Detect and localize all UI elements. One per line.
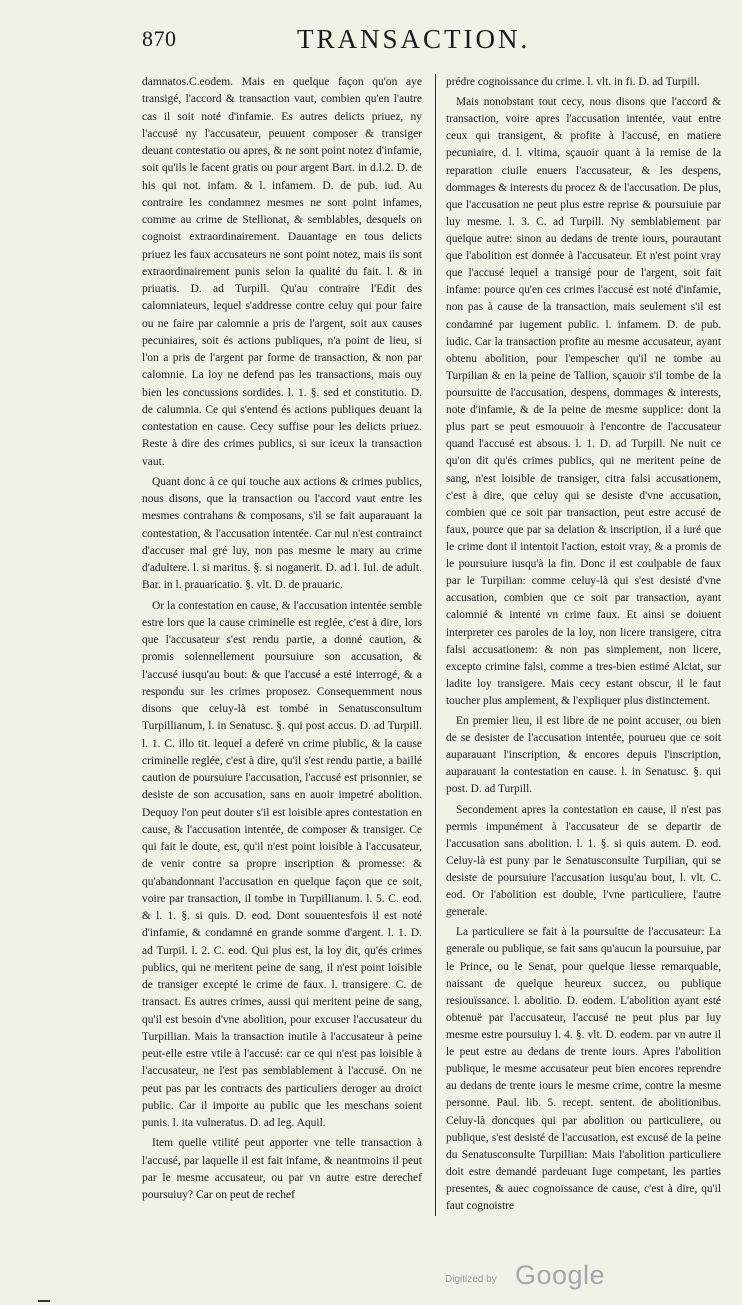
paragraph: Secondement apres la contestation en cause, il n'est pas permis impunément à l'accusateur de se departir de l'accusation sans abolition. l. 1. §. si quis autem. D. eod. Celuy-là est puny par le Senatusconsulte Turpilian, qui se desiste de poursuiure l'accusation iusqu'au bout, l. vlt. C. eod. Or l'abolition est double, l'vne particuliere, l'autre generale. [446,803,721,919]
google-watermark [445,1262,685,1292]
running-title: TRANSACTION. [297,24,531,54]
paragraph: Item quelle vtilité peut apporter vne telle transaction à l'accusé, par laquelle il est fait infame, & neantmoins il peut par le mesme accusateur, ou par vn autre estre derechef poursuiuy? Car on peut de rechef [142,1137,422,1201]
paragraph: Quant donc à ce qui touche aux actions & crimes publics, nous disons, que la transaction ou l'accord vaut entre les mesmes contrahans & composans, s'il se fait auparauant la contestation, & l'accusation intentée. Car nul n'est contrainct d'accuser mal gré luy, non pas mesme le mary au crime d'adultere. l. si maritus. §. si noganerit. D. ad l. Iul. de adult. Bar. in l. prauaricatio. §. vlt. D. de prauaric. [142,475,422,592]
paragraph: La particuliere se fait à la poursuitte de l'accusateur: La generale ou publique, se fait sans qu'aucun la poursuiue, par le Prince, ou le Senat, pour quelque liesse remarquable, naissant de quelque heureux succez, ou publique resiouïssance. l. abolitio. D. eodem. L'abolition ayant esté obtenuë par l'accusateur, l'accusé ne peut plus par luy mesme estre poursuiuy l. 4. §. vlt. D. eodem. par vn autre il le peut estre au dedans de trente iours. Apres l'abolition publique, le mesme accusateur peut bien encores reprendre au dedans de trente iours le mesme crime, contre la mesme personne. Paul. lib. 5. recept. sentent. de abolitionibus. Celuy-là doncques qui par abolition ou particuliere, ou publique, s'est desisté de l'accusation, est excusé de la peine du Senatusconsulte Turpillian: Mais l'abolition particuliere doit estre demandé pardeuant Iuge competant, les parties presentes, & auec cognoissance de cause, c'est à dire, qu'il faut cognoistre [446,926,721,1213]
page-mark [38,1300,50,1302]
paragraph: prédre cognoissance du crime. l. vlt. in fi. D. ad Turpill. [446,76,700,88]
left-column [142,74,422,1204]
page-number: 870 [142,26,177,51]
google-logo: Google [515,1260,606,1290]
paragraph: damnatos.C.eodem. Mais en quelque façon qu'on aye transigé, l'accord & transaction vaut, combien qu'en l'autre cas il soit noté d'infamie. Es autres delicts priuez, ny l'accusé ny l'accusateur, peuuent composer & transiger deuant contestatio ou apres, & ne sont point notez d'infamie, soit qu'ils le facent gratis ou pour argent Bart. in d.l.2. D. de his qui not. infam. & l. infamem. D. de pub. iud. Au contraire les condamnez mesmes ne sont point infames, comme au crime de Stellionat, & semblables, desquels on cognoist extraordinairement. Dauantage en tous delicts priuez les faux accusateurs ne sont point notez, mais ils sont extraordinairement punis selon la qualité du fait. l. & in priuatis. D. ad Turpill. Qu'au contraire l'Edit des calomniateurs, lequel s'addresse contre celuy qui pour faire ou ne faire par calomnie a pris de l'argent, soit aux causes pecuniaires, soit és actions publiques, n'a point de lieu, si l'on a pris de l'argent par forme de transaction, & non par calomnie. La loy ne defend pas les transactions, mais ouy bien les concussions sordides. l. 1. §. sed et constitutio. D. de calumnia. Ce qui s'entend és actions publiques deuant la contestation en cause. Cecy suffise pour les delicts priuez. Reste à dire des crimes publics, si sur iceux la transaction vaut. [142,76,422,468]
watermark-prefix: Digitized by [445,1274,497,1285]
paragraph: Mais nonobstant tout cecy, nous disons que l'accord & transaction, voire apres l'accusation intentée, vaut entre ceux qui transigent, & profite à l'accusé, en matiere pecuniaire, d. l. vltima, sçauoir quant à la remise de la reparation ciuile enuers l'accusateur, & les despens, dommages & interests du procez & de l'accusation. De plus, que l'accusation ne peut plus estre reprise & poursuiuie par luy mesme. l. 3. C. ad Turpill. Ny semblablement par quelque autre: sinon au dedans de trente iours, pourautant que l'abolition est donnée à l'accusateur. Et n'est point vray que l'accusé lequel a transigé pour de l'argent, soit fait infame: pource qu'en ces crimes l'accusé est noté d'infamie, non pas à cause de la transaction, mais seulement s'il est condamné par iugement public. l. infamem. D. de pub. iudic. Car la transaction profite au mesme accusateur, ayant obtenu abolition, pour l'empescher qu'il ne tombe au Turpilian & en la peine de Tallion, sçauoir s'il tombe de la poursuitte de l'accusation, despens, dommages & interests, note d'infamie, & de la peine de mesme supplice: dont la plus part se peut esmouuoir à l'encontre de l'accusateur quand l'accusé est absous. l. 1. D. ad Turpill. Ne nuit ce qu'on dit qu'és crimes publics, qui ne meritent peine de sang, n'est loisible de transiger, citra falsi accusationem, c'est à dire, que celuy qui se desiste d'vne accusation, combien que ce soit par transaction, peut estre accusé de faux, pource que par sa delation & inscription, il a iuré que le crime dont il intentoit l'action, estoit vray, & a promis de le poursuiure iusqu'à la fin. Donc il est coulpable de faux par le Turpilian: comme celuy-là qui s'est desisté d'vne accusation, combien que ce soit par transaction, ayant calomnié & intenté vn crime faux. Et ainsi se doiuent interpreter ces paroles de la loy, non licere transigere, citra falsi accusationem: & non pas simplement, non licere, excepto crimine falsi, comme a tres-bien estimé Alciat, sur ladite loy transigere. Mais cecy estant obscur, il le faut toucher plus amplement, & l'expliquer plus distinctement. [446,96,721,707]
column-divider [435,74,436,1216]
page-header [142,22,707,62]
right-column [446,74,721,1215]
paragraph: En premier lieu, il est libre de ne point accuser, ou bien de se desister de l'accusation intentée, pourueu que ce soit auparauant l'inscription, & encores depuis l'inscription, auparauant la contestation en cause. l. in Senatusc. §. qui post. D. ad Turpill. [446,715,721,796]
paragraph: Or la contestation en cause, & l'accusation intentée semble estre lors que la cause criminelle est reglée, c'est à dire, lors que l'accusateur s'est rendu partie, a donné caution, & promis solennellement poursuiure son accusation, & l'accusé iusqu'au bout: & que l'accusé a esté interrogé, & a respondu sur les crimes proposez. Consequemment nous disons que celuy-là est tombé in Senatusconsultum Turpillianum, l. in Senatusc. §. qui post accus. D. ad Turpill. l. 1. C. illo tit. lequel a deferé vn crime plublic, & la cause criminelle reglée, c'est à dire, qu'il s'est rendu partie, a baillé caution de poursuiure l'accusation, l'accusé est prisonnier, se desiste de son accusation, sans en auoir impetré abolition. Dequoy l'on peut douter s'il est loisible apres contestation en cause, & l'accusation intentée, de composer & transiger. Ce qui fait le doute, est, qu'il n'est point loisible à l'accusateur, de venir contre sa propre inscription & promesse: & qu'abandonnant l'accusation en quelque façon que ce soit, voire par transaction, il tombe in Turpillianum. l. 5. C. eod. & l. 1. §. si quis. D. eod. Dont souuentesfois il est noté d'infamie, & condamné en grande somme d'argent. l. 1. D. ad Turpil. l. 2. C. eod. Qui plus est, la loy dit, qu'és crimes publics, qui ne meritent peine de sang, il n'est point loisible de transiger excepté le crime de faux. l. transigere. C. de transact. Es autres crimes, aussi qui meritent peine de sang, qu'il est besoin d'vne abolition, pour excuser l'accusateur du Turpillian. Mais la transaction inutile à l'accusateur à peine peut-elle estre vtile à l'accusé: car ce qui n'est pas loisible à l'accusateur, ne l'est pas semblablement à l'accusé. On ne peut pas par les contracts des particuliers deroger au droict public. Car il importe au public que les meschans soient punis. l. ita vulneratus. D. ad leg. Aquil. [142,599,422,1129]
